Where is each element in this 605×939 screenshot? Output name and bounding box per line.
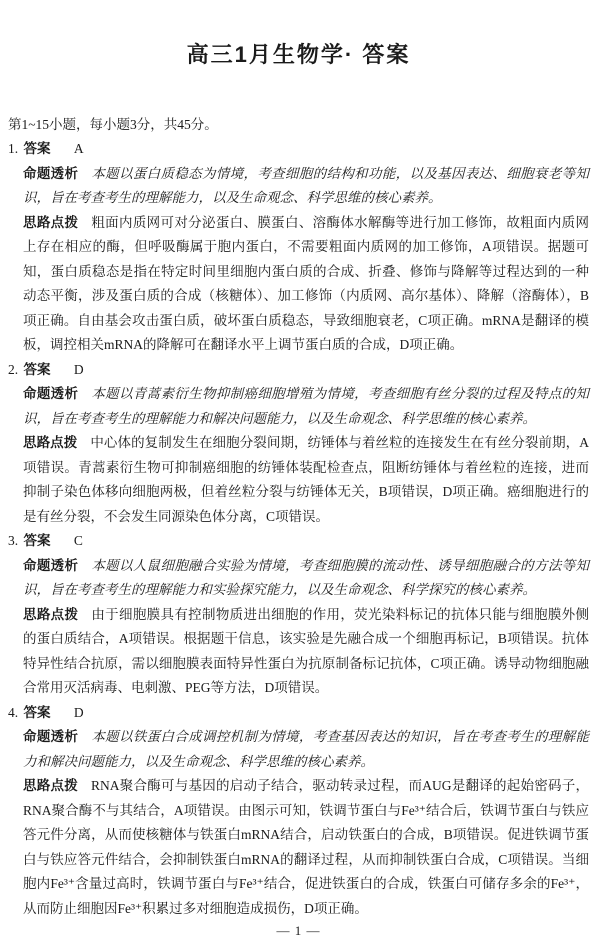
question-number: 1. [8,141,19,156]
question-body [23,725,589,921]
question-number: 3. [8,533,19,548]
answer-label: 答案 [23,704,51,720]
analysis-label: 命题透析 [23,729,79,744]
answer-line [8,701,589,726]
answer-label: 答案 [23,361,51,377]
answer-label: 答案 [23,141,51,156]
tips-paragraph [23,211,589,358]
tips-label: 思路点拨 [23,214,79,230]
question-4 [8,701,589,922]
analysis-label: 命题透析 [23,386,79,401]
section-intro: 第1~15小题，每小题3分，共45分。 [8,117,218,132]
analysis-label: 命题透析 [23,165,79,181]
answer-letter: D [73,361,84,377]
answer-line [8,529,589,554]
tips-text: RNA聚合酶可与基因的启动子结合，驱动转录过程，而AUG是翻译的起始密码子，RNA聚合酶不与其结合，A项错误。由图示可知，铁调节蛋白与Fe³⁺结合后，铁调节蛋白与铁应答元件分离，从而使核糖体与铁蛋白mRNA结合，启动铁蛋白的合成，B项错误。促进铁调节蛋白与铁应答元件结合，会抑制铁蛋白mRNA的翻译过程，从而抑制铁蛋白合成，C项错误。当细胞内Fe³⁺含量过高时，铁调节蛋白与Fe³⁺结合，促进铁蛋白的合成，铁蛋白可储存多余的Fe³⁺，从而防止细胞因Fe³⁺积累过多对细胞造成损伤，D项正确。 [23,778,589,916]
question-body [23,162,589,358]
answer-line [8,358,589,383]
page-number: — 1 — [276,923,321,938]
analysis-paragraph [23,554,589,603]
tips-paragraph [23,774,589,921]
answer-label: 答案 [23,533,51,548]
analysis-text: 本题以人鼠细胞融合实验为情境，考查细胞膜的流动性、诱导细胞融合的方法等知识，旨在考查考生的理解能力和实验探究能力，以及生命观念、科学探究的核心素养。 [23,557,590,597]
answer-line [8,137,589,162]
tips-paragraph [23,603,589,701]
tips-label: 思路点拨 [23,778,78,793]
answer-letter: C [73,533,83,548]
answer-letter: D [73,704,84,720]
tips-label: 思路点拨 [23,606,79,622]
analysis-paragraph [23,382,589,431]
analysis-text: 本题以青蒿素衍生物抑制癌细胞增殖为情境，考查细胞有丝分裂的过程及特点的知识，旨在考查考生的理解能力和解决问题能力，以及生命观念、科学思维的核心素养。 [23,386,590,426]
tips-label: 思路点拨 [23,435,78,450]
analysis-label: 命题透析 [23,557,79,573]
question-body [23,382,589,529]
question-1 [8,137,589,358]
analysis-text: 本题以蛋白质稳态为情境，考查细胞的结构和功能，以及基因表达、细胞衰老等知识，旨在考查考生的理解能力，以及生命观念、科学思维的核心素养。 [23,165,590,205]
question-number: 2. [8,361,19,377]
analysis-paragraph [23,162,589,211]
question-2 [8,358,589,530]
page-title: 高三1月生物学· 答案 [186,42,411,67]
tips-text: 粗面内质网可对分泌蛋白、膜蛋白、溶酶体水解酶等进行加工修饰，故粗面内质网上存在相应的酶，但呼吸酶属于胞内蛋白，不需要粗面内质网的加工修饰，A项错误。据题可知，蛋白质稳态是指在特定时间里细胞内蛋白质的合成、折叠、修饰与降解等过程达到的一种动态平衡，涉及蛋白质的合成（核糖体）、加工修饰（内质网、高尔基体）、降解（溶酶体），B项正确。自由基会攻击蛋白质，破坏蛋白质稳态，导致细胞衰老，C项正确。mRNA是翻译的模板，调控相关mRNA的降解可在翻译水平上调节蛋白质的合成，D项正确。 [23,214,590,352]
answer-letter: A [73,141,84,156]
tips-text: 由于细胞膜具有控制物质进出细胞的作用，荧光染料标记的抗体只能与细胞膜外侧的蛋白质结合，A项错误。根据题干信息，该实验是先融合成一个细胞再标记，B项错误。抗体特异性结合抗原，需以细胞膜表面特异性蛋白为抗原制备标记抗体，C项正确。诱导动物细胞融合常用灭活病毒、电刺激、PEG等方法，D项错误。 [23,606,590,695]
tips-text: 中心体的复制发生在细胞分裂间期，纺锤体与着丝粒的连接发生在有丝分裂前期，A项错误。青蒿素衍生物可抑制癌细胞的纺锤体装配检查点，阻断纺锤体与着丝粒的连接，进而抑制子染色体移向细胞两极，但着丝粒分裂与纺锤体无关，B项错误，D项正确。癌细胞进行的是有丝分裂，不会发生同源染色体分离，C项错误。 [23,435,590,524]
question-number: 4. [8,704,19,720]
analysis-paragraph [23,725,589,774]
tips-paragraph [23,431,589,529]
question-3 [8,529,589,701]
question-body [23,554,589,701]
analysis-text: 本题以铁蛋白合成调控机制为情境，考查基因表达的知识，旨在考查考生的理解能力和解决问题能力，以及生命观念、科学思维的核心素养。 [23,729,590,769]
